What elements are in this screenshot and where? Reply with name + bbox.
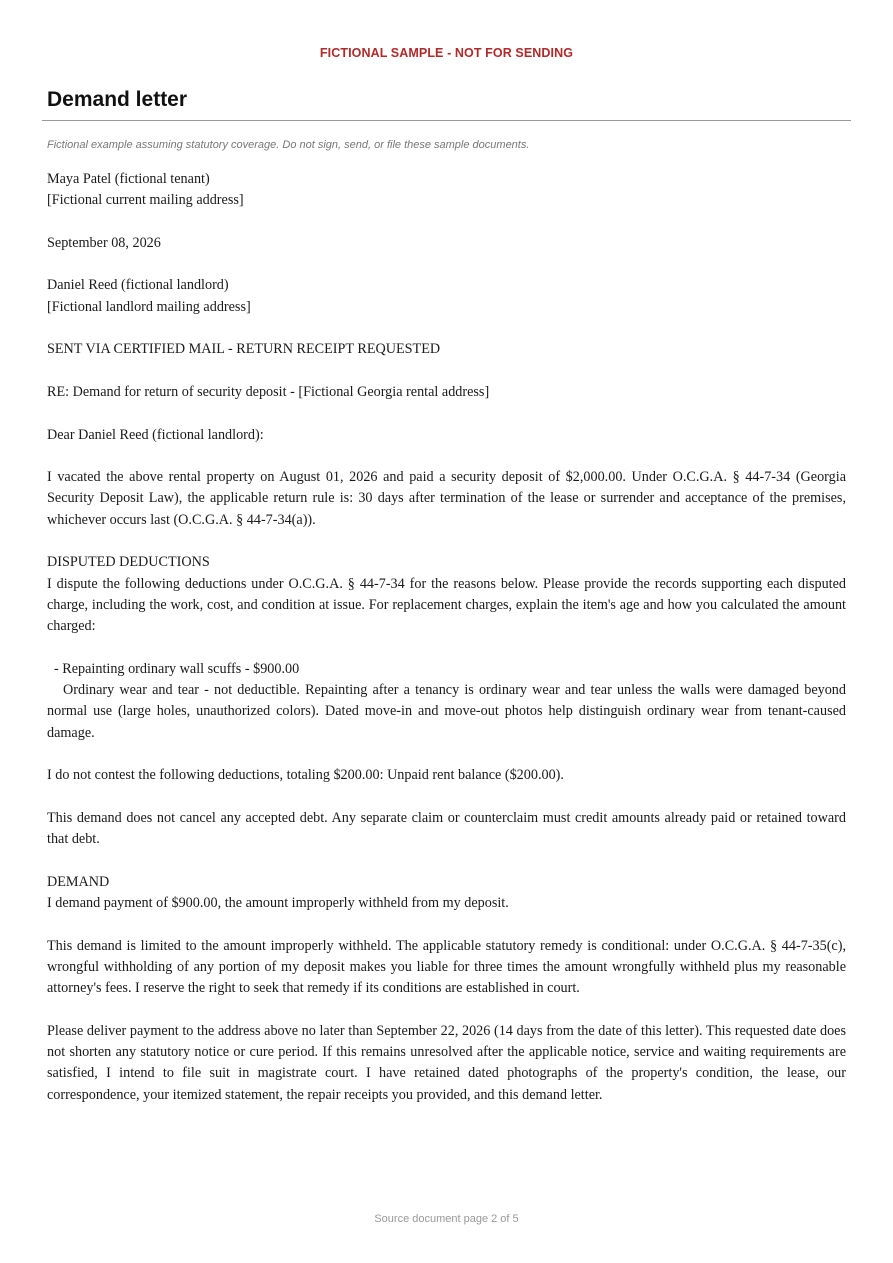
offset-paragraph: This demand does not cancel any accepted debt. Any separate claim or counterclaim must credit amounts already paid or retained toward that debt. [47,809,846,848]
title-divider [42,120,851,121]
deduction-item [47,659,846,744]
demand-section [47,872,846,915]
re-line: RE: Demand for return of security deposit - [Fictional Georgia rental address] [47,383,490,400]
page-footer: Source document page 2 of 5 [374,1213,519,1225]
disputed-deductions-section [47,552,846,637]
uncontested-paragraph: I do not contest the following deductions, totaling $200.00: Unpaid rent balance ($200.00). [47,767,564,784]
salutation: Dear Daniel Reed (fictional landlord): [47,426,264,443]
sender-address: [Fictional current mailing address] [47,192,244,209]
demand-text: I demand payment of $900.00, the amount improperly withheld from my deposit. [47,895,509,912]
deduction-item-title: - Repainting ordinary wall scuffs - $900.00 [54,660,300,677]
disputed-text: I dispute the following deductions under O.C.G.A. § 44-7-34 for the reasons below. Please provide the records supporting each disputed charge, including the work, cost, and condition at issue. For replacement charges, explain the item's age and how you calculated the amount charged: [47,575,846,635]
remedy-paragraph: This demand is limited to the amount improperly withheld. The applicable statutory remedy is conditional: under O.C.G.A. § 44-7-35(c), wrongful withholding of any portion of my deposit makes you liable for three times the amount wrongfully withheld plus my reasonable attorney's fees. I reserve the right to seek that remedy if its conditions are established in court. [47,937,846,997]
letter-body [47,169,846,1127]
demand-heading: DEMAND [47,873,110,890]
recipient-address: [Fictional landlord mailing address] [47,298,251,315]
letter-date: September 08, 2026 [47,234,161,251]
sender-block [47,169,846,212]
recipient-block [47,275,846,318]
sample-banner: FICTIONAL SAMPLE - NOT FOR SENDING [319,46,574,60]
closing-paragraph: Please deliver payment to the address above no later than September 22, 2026 (14 days from the date of this letter). This requested date does not shorten any statutory notice or cure period. If this remains unresolved after the applicable notice, service and waiting requirements are satisfied, I intend to file suit in magistrate court. I have retained dated photographs of the property's condition, the lease, our correspondence, your itemized statement, the repair receipts you provided, and this demand letter. [47,1022,846,1103]
disputed-heading: DISPUTED DEDUCTIONS [47,554,210,571]
page-title: Demand letter [47,88,188,111]
deduction-item-reason: Ordinary wear and tear - not deductible. Repainting after a tenancy is ordinary wear and tear unless the walls were damaged beyond normal use (large holes, unauthorized colors). Dated move-in and move-out photos help distinguish ordinary wear from tenant-caused damage. [47,682,846,741]
intro-paragraph: I vacated the above rental property on August 01, 2026 and paid a security deposit of $2,000.00. Under O.C.G.A. § 44-7-34 (Georgia Security Deposit Law), the applicable return rule is: 30 days after termination of the lease or surrender and acceptance of the premises, whichever occurs last (O.C.G.A. § 44-7-34(a)). [47,469,846,528]
sender-name: Maya Patel (fictional tenant) [47,171,210,187]
delivery-method: SENT VIA CERTIFIED MAIL - RETURN RECEIPT REQUESTED [47,341,441,358]
recipient-name: Daniel Reed (fictional landlord) [47,277,229,294]
disclaimer-note: Fictional example assuming statutory coverage. Do not sign, send, or file these sample documents. [47,139,530,151]
